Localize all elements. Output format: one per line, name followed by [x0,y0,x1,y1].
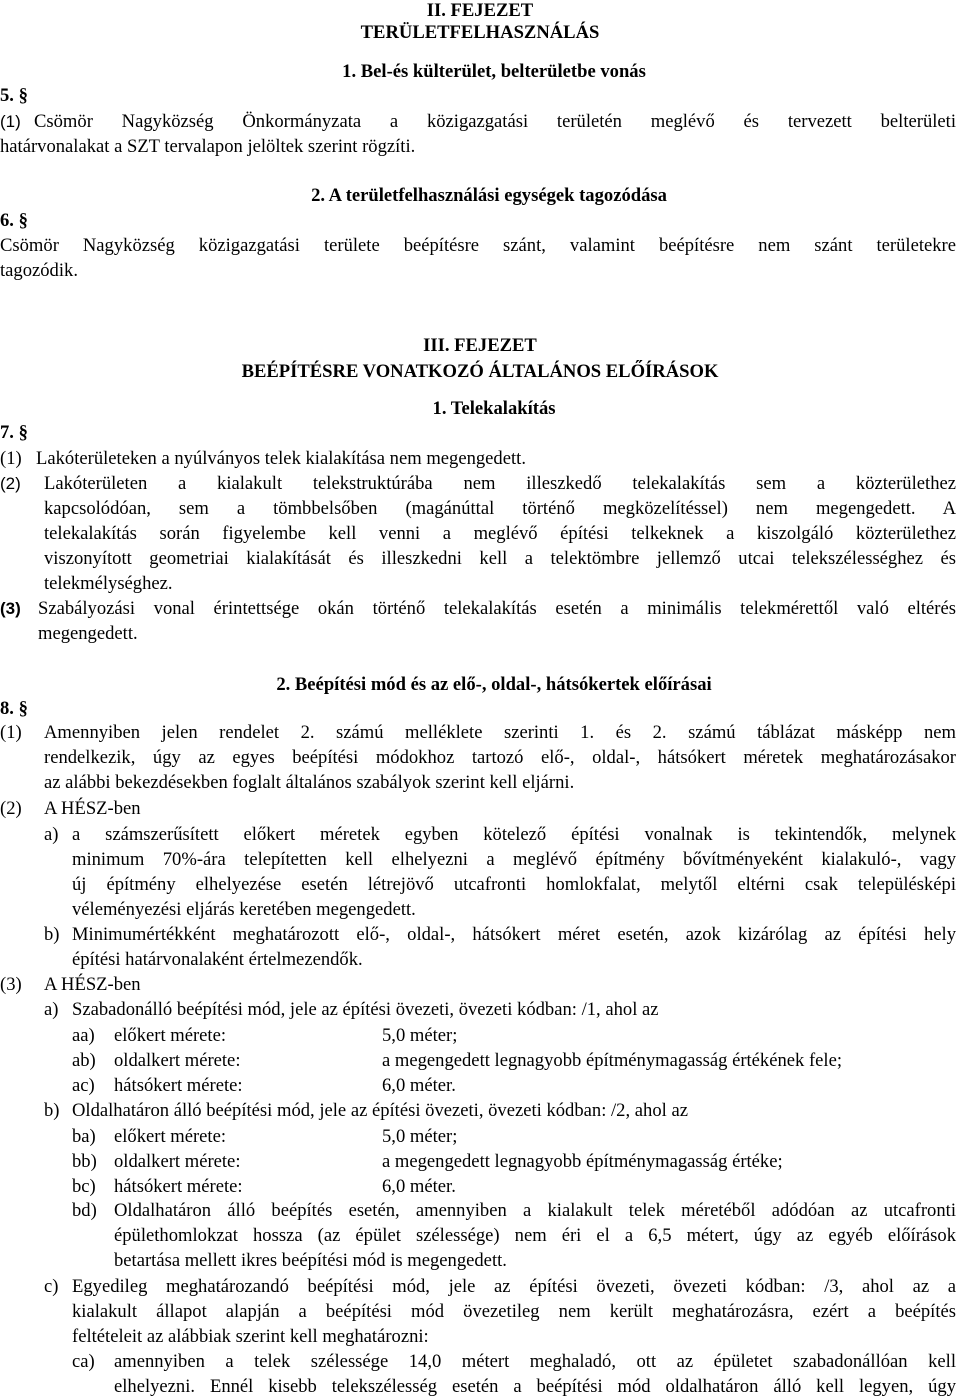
p8-3-aa-key: előkert mérete: [114,1025,227,1046]
p8-3-ab-key: oldalkert mérete: [114,1050,241,1071]
chapter-3-title: BEÉPÍTÉSRE VONATKOZÓ ÁLTALÁNOS ELŐÍRÁSOK [241,361,719,382]
chapter-2-number: II. FEJEZET [426,0,534,21]
section-1-title: 1. Bel-és külterület, belterületbe vonás [342,61,646,82]
p8-point-1-line-1: Amennyiben jelen rendelet 2. számú melléklete szerinti 1. és 2. számú táblázat másképp nem [44,722,956,743]
p8-3-bc-value: 6,0 méter. [382,1176,456,1197]
p8-point-2-text: A HÉSZ-ben [44,798,141,819]
p7-point-3-line-1: Szabályozási vonal érintettsége okán történő telekalakítás esetén a minimális telekmérettől való eltérés [38,598,956,619]
p8-3-bb-value: a megengedett legnagyobb építménymagasság értéke; [382,1151,783,1172]
p7-point-2-line-2: kapcsolódóan, sem a tömbbelsőben (magánúttal történő megközelítéssel) nem megengedett. A [44,498,956,519]
p5-point-1-line-1: Csömör Nagyközség Önkormányzata a közigazgatási területén meglévő és tervezett belterületi [34,111,956,132]
p8-3-bc-key: hátsókert mérete: [114,1176,243,1197]
p8-3-b-marker: b) [44,1100,60,1121]
p8-2-a-line-3: új építmény elhelyezése esetén létrejövő utcafronti homlokfalat, melytől eltérni csak településképi [72,874,956,895]
p8-3-ca-marker: ca) [72,1351,95,1372]
p8-3-ba-marker: ba) [72,1126,96,1147]
p5-point-1-line-2: határvonalakat a SZT tervalapon jelöltek szerint rögzíti. [0,136,416,157]
p8-3-ac-value: 6,0 méter. [382,1075,456,1096]
p8-3-ab-marker: ab) [72,1050,96,1071]
p7-point-1-marker: (1) [0,448,22,469]
section-3-title: 1. Telekalakítás [432,398,556,419]
p7-point-3-marker: (3) [0,599,21,618]
p8-3-bd-marker: bd) [72,1200,97,1221]
p6-line-1: Csömör Nagyközség közigazgatási területe beépítésre szánt, valamint beépítésre nem szánt területekre [0,235,956,256]
chapter-2-title: TERÜLETFELHASZNÁLÁS [360,22,600,43]
p8-3-a-marker: a) [44,999,59,1020]
p8-2-a-line-2: minimum 70%-ára telepítetten kell elhelyezni a meglévő építmény bővítményeként kialakuló-, vagy [72,849,956,870]
paragraph-7-number: 7. § [0,422,28,443]
p8-3-ba-value: 5,0 méter; [382,1126,458,1147]
p8-2-b-marker: b) [44,924,60,945]
p8-3-bc-marker: bc) [72,1176,96,1197]
p6-line-2: tagozódik. [0,260,78,281]
p8-2-b-line-2: építési határvonalaként értelmezendők. [72,949,363,970]
p7-point-2-line-5: telekmélységhez. [44,573,173,594]
p8-2-a-line-4: véleményezési eljárás keretében megengedett. [72,899,416,920]
p8-3-ac-key: hátsókert mérete: [114,1075,243,1096]
p8-3-ac-marker: ac) [72,1075,95,1096]
p8-3-aa-value: 5,0 méter; [382,1025,458,1046]
chapter-3-number: III. FEJEZET [423,335,537,356]
p8-2-a-marker: a) [44,824,59,845]
p8-3-ab-value: a megengedett legnagyobb építménymagasság értékének fele; [382,1050,843,1071]
p8-3-c-line-1: Egyedileg meghatározandó beépítési mód, jele az építési övezeti, övezeti kódban: /3, ahol az a [72,1276,956,1297]
paragraph-8-number: 8. § [0,698,28,719]
p8-3-bb-marker: bb) [72,1151,97,1172]
p7-point-2-line-4: viszonyított geometriai kialakítását és illeszkedni kell a telektömbre jellemző utcai telekszélességhez és [44,548,956,569]
p7-point-2-marker: (2) [0,474,21,493]
p8-3-bd-line-1: Oldalhatáron álló beépítés esetén, amennyiben a kialakult telek méretéből adódóan az utcafronti [114,1200,956,1221]
p8-3-ca-line-2: elhelyezni. Ennél kisebb telekszélesség esetén a beépítési mód oldalhatáron álló kell legyen, úgy [114,1376,956,1397]
p5-point-1-marker: (1) [0,112,21,131]
p8-point-1-line-3: az alábbi bekezdésekben foglalt általános szabályok szerint kell eljárni. [44,772,575,793]
p8-3-ca-line-1: amennyiben a telek szélessége 14,0 métert meghaladó, ott az épületet szabadonállóan kell [114,1351,956,1372]
paragraph-5-number: 5. § [0,85,28,106]
p7-point-3-line-2: megengedett. [38,623,138,644]
p8-3-c-line-2: kialakult állapot alapján a beépítési mód övezetileg nem került meghatározásra, ezért a beépítés [72,1301,956,1322]
p8-3-bd-line-2: épülethomlokzat hossza (az épület szélessége) nem éri el a 6,5 métert, úgy az egyéb előírások [114,1225,956,1246]
p8-3-aa-marker: aa) [72,1025,95,1046]
p8-point-1-line-2: rendelkezik, úgy az egyes beépítési módokhoz tartozó elő-, oldal-, hátsókert méretek meghatározásakor [44,747,956,768]
p8-3-c-marker: c) [44,1276,59,1297]
p8-3-b-line-1: Oldalhatáron álló beépítési mód, jele az építési övezeti, övezeti kódban: /2, ahol az [72,1100,688,1121]
section-2-title: 2. A területfelhasználási egységek tagozódása [311,185,667,206]
p8-point-3-text: A HÉSZ-ben [44,974,141,995]
p8-point-1-marker: (1) [0,722,22,743]
p8-3-ba-key: előkert mérete: [114,1126,227,1147]
p7-point-2-line-3: telekalakítás során figyelembe kell venni a meglévő építési telkeknek a kiszolgáló közterülethez [44,523,956,544]
p8-2-b-line-1: Minimumértékként meghatározott elő-, oldal-, hátsókert méret esetén, azok kizárólag az építési hely [72,924,956,945]
p8-3-bd-line-3: betartása mellett ikres beépítési mód is megengedett. [114,1250,507,1271]
p8-3-a-line-1: Szabadonálló beépítési mód, jele az építési övezeti, övezeti kódban: /1, ahol az [72,999,659,1020]
p7-point-2-line-1: Lakóterületen a kialakult telekstruktúrába nem illeszkedő telekalakítás sem a közterülethez [44,473,956,494]
paragraph-6-number: 6. § [0,210,28,231]
p8-point-2-marker: (2) [0,798,22,819]
p8-3-bb-key: oldalkert mérete: [114,1151,241,1172]
p8-2-a-line-1: a számszerűsített előkert méretek egyben kötelező építési vonalnak is tekintendők, melynek [72,824,956,845]
section-4-title: 2. Beépítési mód és az elő-, oldal-, hátsókertek előírásai [276,674,712,695]
p8-point-3-marker: (3) [0,974,22,995]
p7-point-1-text: Lakóterületeken a nyúlványos telek kialakítása nem megengedett. [36,448,526,469]
p8-3-c-line-3: feltételeit az alábbiak szerint kell meghatározni: [72,1326,429,1347]
